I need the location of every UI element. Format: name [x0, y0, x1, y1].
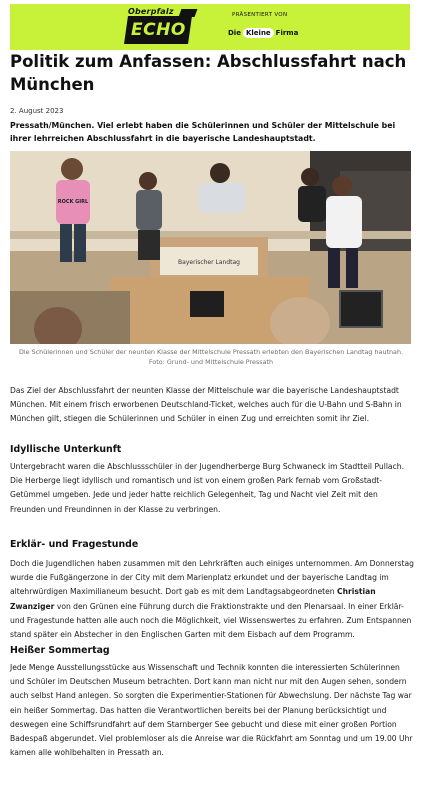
photo-illustration	[10, 151, 411, 344]
logo-region-text: Oberpfalz	[128, 7, 174, 16]
echo-logo[interactable]	[122, 7, 198, 47]
logo-brand-text: ECHO	[130, 20, 186, 40]
section-text-fragestunde	[10, 557, 415, 642]
photo-sign-text: Bayerischer Landtag	[178, 259, 240, 266]
masthead-banner	[10, 4, 410, 50]
section-heading-unterkunft: Idyllische Unterkunft	[10, 444, 122, 455]
sponsor-logo[interactable]	[228, 28, 298, 38]
photo-caption: Die Schülerinnen und Schüler der neunten Klasse der Mittelschule Pressath erlebten den Bayerischen Landtag hautnah. Foto: Grund- und Mittelschule Pressath	[18, 348, 404, 366]
intro-paragraph: Das Ziel der Abschlussfahrt der neunten Klasse der Mittelschule war die bayerische Landeshauptstadt München. Mit einem frisch erworbenen Deutschland-Ticket, welches auch für die U-Bahn und S-Bahn in München gilt, stiegen die Schülerinnen und Schüler in einen Zug und erreichten somit ihr Ziel.	[10, 386, 402, 424]
article-date: 2. August 2023	[10, 107, 64, 115]
photo-shirt-text: ROCK GIRL	[57, 199, 89, 205]
sponsor-suffix: Firma	[275, 29, 299, 37]
article-lead: Pressath/München. Viel erlebt haben die Schülerinnen und Schüler der Mittelschule bei ihrer lehrreichen Abschlussfahrt in die bayerische Landeshauptstadt.	[10, 121, 396, 143]
section-text-fragestunde-part1: Doch die Jugendlichen haben zusammen mit den Lehrkräften auch einiges unternommen. Am Donnerstag wurde die Fußgängerzone in der City mit dem Marienplatz erkundet und der bayerische Landtag im altehrwürdigen Maximilianeum besucht. Dort gab es mit dem Landtagsabgeordneten	[10, 559, 414, 597]
presented-by-label: PRÄSENTIERT VON	[232, 12, 288, 18]
sponsor-prefix: Die	[228, 29, 241, 37]
article-photo	[10, 151, 411, 344]
section-text-unterkunft: Untergebracht waren die Abschlussschüler in der Jugendherberge Burg Schwaneck im Stadtteil Pullach. Die Herberge liegt idyllisch und romantisch und ist von einem großen Park fernab vom Großstadt-Getümmel umgeben. Jede und jeder hatte reichlich Gelegenheit, Tag und Nacht viel Zeit mit den Freunden und Freundinnen in der Klasse zu verbringen.	[10, 462, 404, 514]
logo-flag-shape	[179, 9, 198, 17]
sponsor-highlight: Kleine	[243, 28, 274, 38]
section-heading-fragestunde: Erklär- und Fragestunde	[10, 539, 139, 550]
section-text-fragestunde-part2: von den Grünen eine Führung durch die Fraktionstrakte und den Plenarsaal. In einer Erklär- und Fragestunde hatten alle auch noch die Möglichkeit, viel Wissenswertes zu erfahren. Zum Entspannen stand später ein Abstecher in den Englischen Garten mit dem Eisbach auf dem Programm.	[10, 601, 412, 640]
article-title: Politik zum Anfassen: Abschlussfahrt nach München	[10, 52, 407, 94]
section-heading-sommertag: Heißer Sommertag	[10, 645, 110, 656]
logo-box	[124, 16, 192, 44]
politician-name: Christian Zwanziger	[10, 587, 376, 611]
section-text-sommertag: Jede Menge Ausstellungsstücke aus Wissenschaft und Technik konnten die interessierten Schülerinnen und Schüler im Deutschen Museum betrachten. Dort kann man nicht nur mit den Augen sehen, sondern auch selbst Hand anlegen. So sorgten die Experimentier-Stationen für Abwechslung. Der nächste Tag war ein heißer Sommertag. Das hatten die Verantwortlichen bereits bei der Planung berücksichtigt und deswegen eine Schiffsrundfahrt auf dem Starnberger See gebucht und diese mit einer großen Portion Badespaß abgerundet. Viel problemloser als die Anreise war die Rückfahrt am Sonntag und um 19.00 Uhr kamen alle wohlbehalten in Pressath an.	[10, 663, 413, 758]
